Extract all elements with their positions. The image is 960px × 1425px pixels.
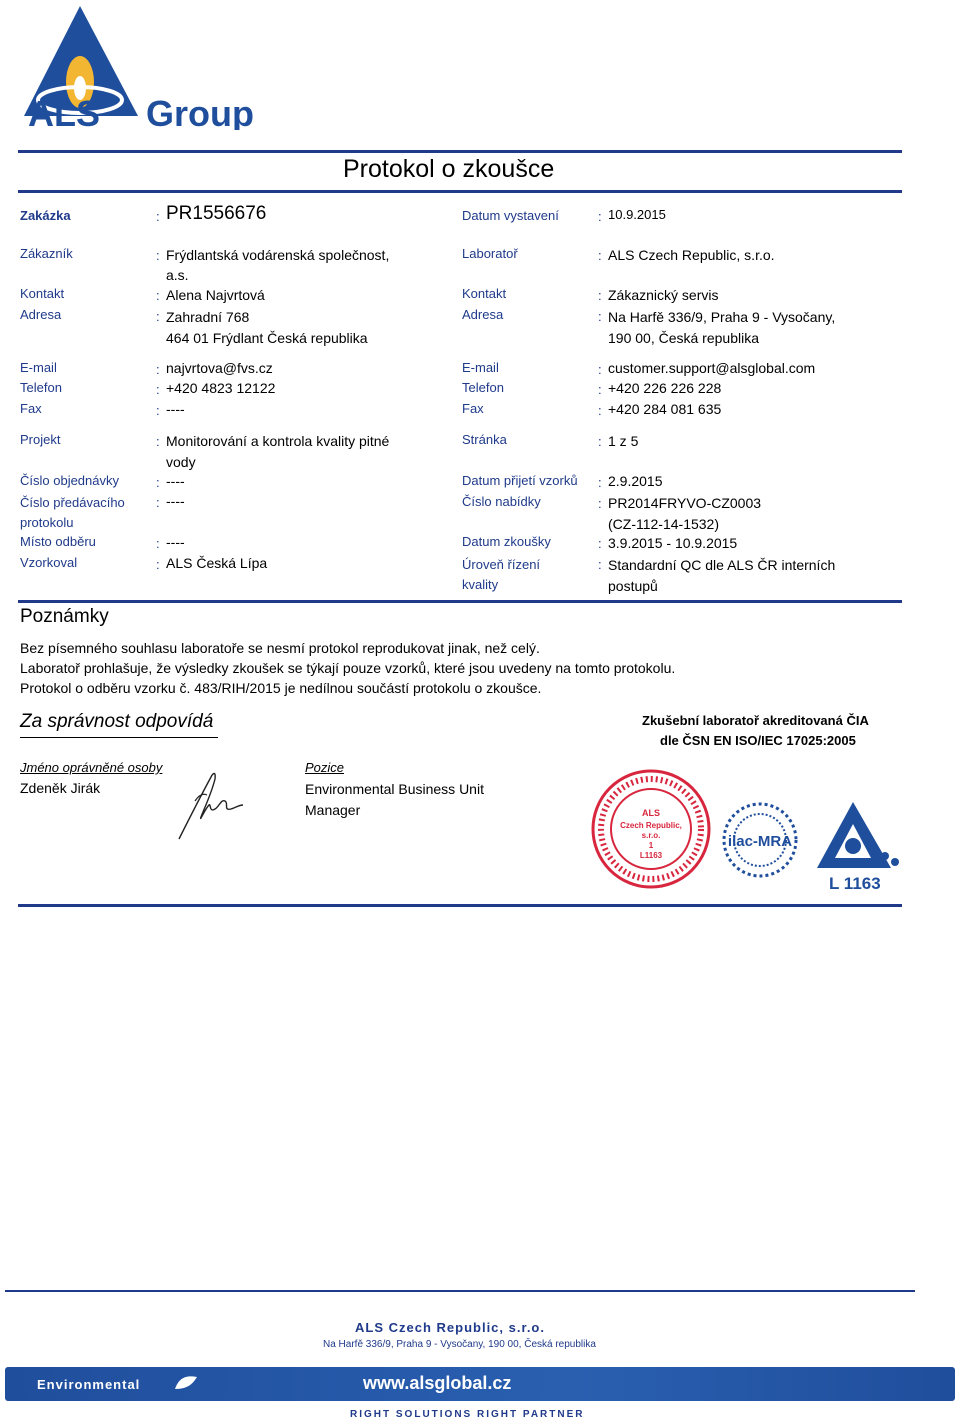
receipt-date-value: 2.9.2015 — [608, 473, 663, 489]
ilac-mra-logo — [720, 800, 800, 880]
authorized-person-name: Zdeněk Jirák — [20, 780, 101, 796]
accreditation-line2: dle ČSN EN ISO/IEC 17025:2005 — [660, 733, 856, 748]
colon: : — [156, 382, 160, 397]
customer-fax: ---- — [166, 401, 185, 417]
environmental-icon — [173, 1373, 199, 1393]
project-label: Projekt — [20, 432, 61, 447]
responsibility-heading: Za správnost odpovídá — [20, 711, 214, 732]
footer-company: ALS Czech Republic, s.r.o. — [355, 1320, 545, 1335]
svg-text:ALS: ALS — [642, 808, 660, 818]
colon: : — [598, 475, 602, 490]
document-title: Protokol o zkoušce — [343, 155, 555, 183]
colon: : — [156, 248, 160, 263]
lab-number: L 1163 — [829, 874, 881, 893]
colon: : — [156, 434, 160, 449]
test-date-label: Datum zkoušky — [462, 534, 551, 549]
accreditation-stamp-icon — [590, 768, 712, 890]
project-value: Monitorování a kontrola kvality pitné — [166, 433, 390, 449]
lab-address-label: Adresa — [462, 307, 504, 322]
als-group-logo — [18, 4, 270, 130]
signature-image — [175, 765, 250, 845]
order-number-value: ---- — [166, 473, 185, 489]
qc-level-label-cont: kvality — [462, 577, 499, 592]
lab-fax: +420 284 081 635 — [608, 401, 722, 417]
colon: : — [156, 209, 160, 224]
colon: : — [156, 362, 160, 377]
lab-email: customer.support@alsglobal.com — [608, 360, 816, 376]
ilac-text: ilac-MRA — [727, 833, 793, 850]
order-label: Zakázka — [20, 208, 71, 223]
qc-level-label: Úroveň řízení — [462, 557, 541, 572]
colon: : — [598, 209, 602, 224]
lab-email-label: E-mail — [462, 360, 499, 375]
lab-contact: Zákaznický servis — [608, 287, 719, 303]
lab-phone-label: Telefon — [462, 380, 504, 395]
footer-rule — [5, 1290, 915, 1292]
svg-text:Czech Republic,: Czech Republic, — [620, 821, 682, 830]
colon: : — [598, 536, 602, 551]
position-value-cont: Manager — [305, 802, 361, 818]
note-line: Bez písemného souhlasu laboratoře se nesmí protokol reprodukovat jinak, než celý. — [20, 640, 540, 656]
note-line: Protokol o odběru vzorku č. 483/RIH/2015 je nedílnou součástí protokolu o zkoušce. — [20, 680, 542, 696]
accreditation-line1: Zkušební laboratoř akreditovaná ČIA — [642, 713, 869, 728]
project-rule — [18, 600, 902, 603]
project-value-cont: vody — [166, 454, 196, 470]
note-line: Laboratoř prohlašuje, že výsledky zkoušek se týkají pouze vzorků, které jsou uvedeny na tomto protokolu. — [20, 660, 676, 676]
customer-address: Zahradní 768 — [166, 309, 250, 325]
sampler-label: Vzorkoval — [20, 555, 78, 570]
issue-date-value: 10.9.2015 — [608, 207, 666, 222]
laboratory-name: ALS Czech Republic, s.r.o. — [608, 247, 775, 263]
offer-number-value: PR2014FRYVO-CZ0003 — [608, 495, 762, 511]
order-number-label: Číslo objednávky — [20, 473, 119, 488]
colon: : — [598, 248, 602, 263]
lab-contact-label: Kontakt — [462, 286, 507, 301]
customer-name-cont: a.s. — [166, 267, 189, 283]
handover-label-cont: protokolu — [20, 515, 74, 530]
notes-heading: Poznámky — [20, 606, 109, 627]
customer-address-label: Adresa — [20, 307, 62, 322]
colon: : — [598, 496, 602, 511]
offer-number-value-cont: (CZ-112-14-1532) — [608, 516, 720, 532]
colon: : — [598, 309, 602, 324]
lab-address-cont: 190 00, Česká republika — [608, 330, 759, 346]
svg-text:L1163: L1163 — [639, 851, 663, 860]
lab-fax-label: Fax — [462, 401, 484, 416]
page-value: 1 z 5 — [608, 433, 639, 449]
customer-email-label: E-mail — [20, 360, 57, 375]
colon: : — [598, 382, 602, 397]
title-rule — [18, 190, 902, 193]
customer-label: Zákazník — [20, 246, 73, 261]
colon: : — [156, 475, 160, 490]
customer-address-cont: 464 01 Frýdlant Česká republika — [166, 330, 368, 346]
page-label: Stránka — [462, 432, 507, 447]
footer-banner — [5, 1367, 955, 1401]
colon: : — [598, 557, 602, 572]
customer-phone: +420 4823 12122 — [166, 380, 276, 396]
colon: : — [598, 403, 602, 418]
name-label: Jméno oprávněné osoby — [20, 760, 163, 775]
receipt-date-label: Datum přijetí vzorků — [462, 473, 578, 488]
laboratory-label: Laboratoř — [462, 246, 518, 261]
svg-text:1: 1 — [648, 841, 654, 850]
footer-address: Na Harfě 336/9, Praha 9 - Vysočany, 190 00, Česká republika — [323, 1339, 596, 1350]
logo-brand-text: ALS — [28, 93, 100, 130]
offer-number-label: Číslo nabídky — [462, 494, 541, 509]
svg-text:s.r.o.: s.r.o. — [641, 831, 661, 840]
colon: : — [156, 403, 160, 418]
accreditation-rule — [18, 904, 902, 907]
colon: : — [598, 288, 602, 303]
customer-name: Frýdlantská vodárenská společnost, — [166, 247, 390, 263]
colon: : — [156, 557, 160, 572]
footer-slogan: RIGHT SOLUTIONS RIGHT PARTNER — [350, 1409, 585, 1420]
customer-email: najvrtova@fvs.cz — [166, 360, 273, 376]
cia-logo — [815, 798, 905, 893]
customer-fax-label: Fax — [20, 401, 42, 416]
handover-label: Číslo předávacího — [20, 495, 125, 510]
qc-level-value: Standardní QC dle ALS ČR interních — [608, 557, 836, 573]
colon: : — [598, 434, 602, 449]
position-value: Environmental Business Unit — [305, 781, 484, 797]
sampling-place-label: Místo odběru — [20, 534, 96, 549]
logo-group-text: Group — [146, 93, 254, 130]
colon: : — [156, 536, 160, 551]
customer-contact: Alena Najvrtová — [166, 287, 265, 303]
colon: : — [156, 309, 160, 324]
issue-date-label: Datum vystavení — [462, 208, 559, 223]
qc-level-value-cont: postupů — [608, 578, 658, 594]
order-number: PR1556676 — [166, 203, 267, 224]
position-label: Pozice — [305, 760, 345, 775]
sampling-place-value: ---- — [166, 534, 185, 550]
customer-phone-label: Telefon — [20, 380, 62, 395]
lab-address: Na Harfě 336/9, Praha 9 - Vysočany, — [608, 309, 836, 325]
top-rule — [18, 150, 902, 153]
test-date-value: 3.9.2015 - 10.9.2015 — [608, 535, 738, 551]
footer-website[interactable]: www.alsglobal.cz — [363, 1373, 512, 1393]
colon: : — [156, 495, 160, 510]
footer-environmental: Environmental — [37, 1377, 141, 1392]
colon: : — [598, 362, 602, 377]
colon: : — [156, 288, 160, 303]
responsibility-underline — [20, 737, 218, 738]
sampler-value: ALS Česká Lípa — [166, 555, 268, 571]
customer-contact-label: Kontakt — [20, 286, 65, 301]
lab-phone: +420 226 226 228 — [608, 380, 722, 396]
handover-value: ---- — [166, 493, 185, 509]
